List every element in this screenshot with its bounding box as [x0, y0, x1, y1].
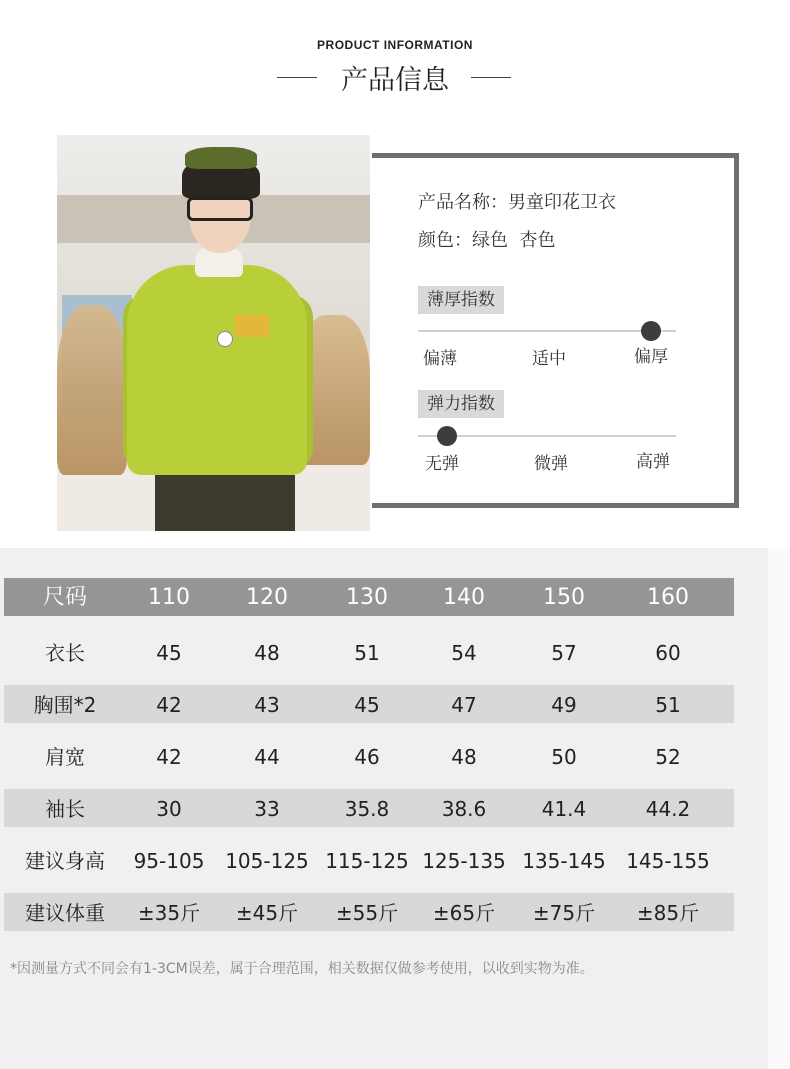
header-cell-size: 120 [246, 585, 288, 610]
row-label: 建议身高 [25, 849, 105, 873]
product-info-box [372, 153, 739, 508]
table-cell: 38.6 [441, 797, 487, 821]
table-cell: 125-135 [422, 849, 506, 873]
header-cell-size: 140 [443, 585, 485, 610]
table-cell: 48 [451, 745, 477, 769]
necklace-pendant [217, 331, 233, 347]
product-color: 颜色：绿色 杏色 [418, 230, 556, 251]
table-cell: 49 [551, 693, 577, 717]
table-row [4, 841, 734, 879]
elasticity-level-slight: 微弹 [534, 454, 568, 474]
row-label: 袖长 [45, 797, 85, 821]
table-cell: 41.4 [541, 797, 587, 821]
section-title-en: PRODUCT INFORMATION [317, 38, 473, 52]
header-cell-size: 130 [346, 585, 388, 610]
thickness-track [418, 330, 676, 332]
table-cell: 105-125 [225, 849, 309, 873]
table-cell: 43 [254, 693, 280, 717]
table-row [4, 633, 734, 671]
table-cell: ±45斤 [235, 901, 299, 925]
row-label: 衣长 [45, 641, 85, 665]
table-cell: 42 [156, 745, 182, 769]
thickness-level-thin: 偏薄 [423, 349, 457, 369]
table-cell: 42 [156, 693, 182, 717]
elasticity-level-none: 无弹 [425, 454, 459, 474]
table-row [4, 893, 734, 931]
sweatshirt-print [235, 315, 269, 337]
product-name: 产品名称：男童印花卫衣 [418, 192, 616, 213]
table-cell: 54 [451, 641, 477, 665]
table-cell: ±85斤 [636, 901, 700, 925]
green-sweatshirt [127, 265, 307, 475]
pants [155, 475, 295, 531]
table-row [4, 737, 734, 775]
table-header-row [4, 578, 734, 616]
header-cell-size: 150 [543, 585, 585, 610]
header-cell-size: 160 [647, 585, 689, 610]
section-title-row [0, 58, 790, 98]
row-label: 胸围*2 [33, 693, 97, 717]
elasticity-title: 弹力指数 [418, 390, 504, 418]
table-cell: 57 [551, 641, 577, 665]
table-cell: 95-105 [133, 849, 205, 873]
table-cell: 52 [655, 745, 681, 769]
product-photo [57, 135, 370, 531]
thickness-level-medium: 适中 [532, 349, 566, 369]
pampas-grass-left [57, 305, 127, 475]
table-cell: 45 [156, 641, 182, 665]
header-cell-label: 尺码 [42, 585, 87, 610]
table-cell: ±55斤 [335, 901, 399, 925]
section-header [0, 38, 790, 96]
table-cell: ±65斤 [432, 901, 496, 925]
table-cell: ±75斤 [532, 901, 596, 925]
eyeglasses [187, 197, 253, 221]
table-row [4, 789, 734, 827]
thickness-level-thick: 偏厚 [634, 347, 668, 367]
header-cell-size: 110 [148, 585, 190, 610]
row-label: 肩宽 [45, 745, 85, 769]
table-cell: 51 [655, 693, 681, 717]
table-cell: 46 [354, 745, 380, 769]
table-cell: 60 [655, 641, 681, 665]
table-cell: 145-155 [626, 849, 710, 873]
table-cell: 44.2 [645, 797, 691, 821]
table-cell: 50 [551, 745, 577, 769]
beanie-hat [185, 147, 257, 169]
divider-right [471, 77, 511, 78]
table-cell: ±35斤 [137, 901, 201, 925]
table-cell: 48 [254, 641, 280, 665]
section-title-zh: 产品信息 [341, 65, 449, 96]
table-cell: 44 [254, 745, 280, 769]
measurement-note: *因测量方式不同会有1-3CM误差，属于合理范围，相关数据仅做参考使用，以收到实物为准。 [10, 961, 594, 977]
table-edge [768, 548, 790, 1069]
table-cell: 30 [156, 797, 182, 821]
table-cell: 33 [254, 797, 280, 821]
table-row [4, 685, 734, 723]
table-cell: 47 [451, 693, 477, 717]
elasticity-level-high: 高弹 [636, 452, 670, 472]
thickness-title: 薄厚指数 [418, 286, 504, 314]
row-label: 建议体重 [25, 901, 105, 925]
table-cell: 135-145 [522, 849, 606, 873]
table-cell: 35.8 [344, 797, 390, 821]
elasticity-indicator [437, 426, 457, 446]
table-cell: 115-125 [325, 849, 409, 873]
table-cell: 51 [354, 641, 380, 665]
thickness-indicator [641, 321, 661, 341]
table-cell: 45 [354, 693, 380, 717]
